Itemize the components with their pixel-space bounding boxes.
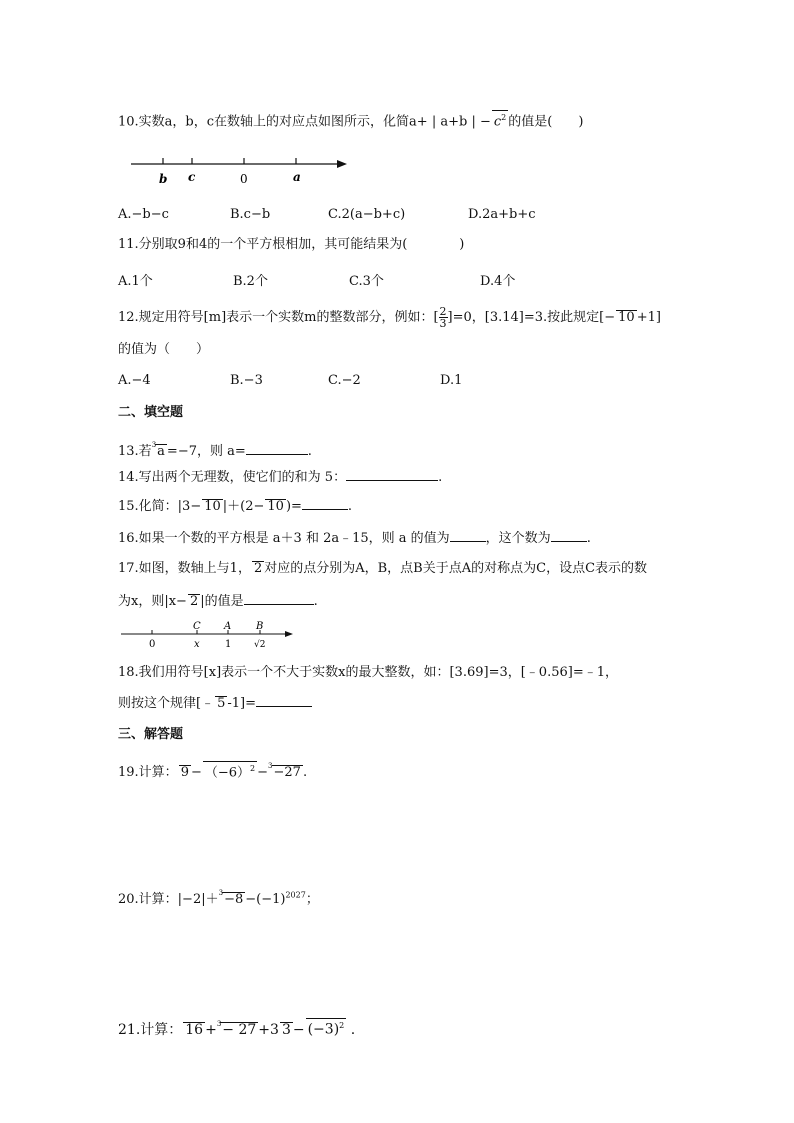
- q15-sqrt-1: [202, 499, 223, 514]
- q18-sqrt: [215, 696, 227, 711]
- q10-axis-label-c: c: [188, 170, 196, 184]
- q10-option-c[interactable]: C.2(a−b+c): [328, 207, 406, 222]
- q12-text-a: 12.规定用符号[m]表示一个实数m的整数部分，例如：[: [118, 310, 439, 325]
- q21-sqrt-3: [280, 1022, 293, 1037]
- q10-text-c: 的值是( ): [508, 114, 584, 130]
- q21-exponent: 2: [339, 1021, 345, 1031]
- q19-radicand-3: −27: [273, 765, 301, 780]
- q10-text-b: −: [475, 114, 491, 130]
- q21-radicand-3: 3: [281, 1022, 291, 1038]
- q20-root-index: 3: [218, 889, 224, 897]
- q10-option-b[interactable]: B.c−b: [230, 207, 271, 222]
- q20-exponent: 2027: [285, 890, 306, 900]
- q16-answer-blank-1[interactable]: [450, 529, 486, 542]
- q13-answer-blank[interactable]: [246, 442, 308, 455]
- q13-root-index: 3: [151, 441, 157, 449]
- q16-text-a: 16.如果一个数的平方根是 a＋3 和 2a﹣15，则 a 的值为: [118, 531, 450, 546]
- q18-line2-b: -1]=: [227, 696, 256, 711]
- q17-axis-label-root2: √2: [254, 640, 266, 650]
- q17-radicand: 2: [253, 561, 263, 576]
- q14-text-b: .: [438, 470, 443, 485]
- q20-text-b: −(−1): [245, 892, 286, 907]
- q15-text-a: 15.化简：|3−: [118, 499, 202, 514]
- q17-line2-c: .: [313, 594, 318, 609]
- q12-option-c[interactable]: C.−2: [328, 373, 361, 388]
- q19-radicand-1: 9: [180, 765, 189, 780]
- q21-radicand-2: − 27: [222, 1022, 257, 1038]
- q19-cbrt: [272, 765, 303, 780]
- question-16: [118, 529, 591, 548]
- question-20: [118, 884, 319, 909]
- question-19: [118, 757, 307, 782]
- question-21: [118, 1014, 355, 1040]
- question-18-line2: [118, 694, 312, 713]
- q12-text-b: ]=0，[3.14]=3.按此规定[−: [447, 310, 616, 325]
- q10-axis-label-b: b: [159, 172, 168, 186]
- q13-text-b: =−7，则 a=: [166, 444, 246, 459]
- q10-option-a[interactable]: A.−b−c: [118, 207, 169, 222]
- q21-cbrt: [220, 1022, 258, 1037]
- q10-text-a: 10.实数a，b，c在数轴上的对应点如图所示，化简a+: [118, 114, 432, 130]
- q18-line2-a: 则按这个规律[﹣: [118, 696, 215, 711]
- q17-sqrt: [252, 561, 264, 576]
- q15-sqrt-2: [265, 499, 286, 514]
- q20-radicand: −8: [224, 892, 244, 907]
- question-17-line1: [118, 560, 647, 578]
- q17-axis-label-x: x: [194, 639, 200, 650]
- q15-radicand-2: 10: [267, 499, 284, 514]
- q12-text-c: +1]: [636, 310, 661, 325]
- q17-axis-label-zero: 0: [149, 639, 156, 650]
- q10-option-d[interactable]: D.2a+b+c: [468, 207, 536, 222]
- q19-sqrt-2: [203, 761, 257, 780]
- q10-abs-bar-2: |: [471, 114, 476, 130]
- q19-exponent: 2: [250, 763, 256, 773]
- q18-answer-blank[interactable]: [256, 694, 312, 707]
- q17-line2-a: 为x，则|x−: [118, 594, 187, 609]
- q15-answer-blank[interactable]: [302, 497, 348, 510]
- q12-fraction: [439, 306, 448, 329]
- q12-radicand: 10: [618, 310, 635, 325]
- q19-sqrt-1: [179, 765, 191, 780]
- q21-plus-2: +3: [258, 1022, 279, 1038]
- q15-text-b: |＋(2−: [222, 499, 265, 514]
- q10-abs-bar: |: [431, 114, 437, 130]
- q21-end: .: [350, 1022, 356, 1038]
- q21-sqrt-1: [183, 1022, 205, 1037]
- question-10-stem: [118, 110, 583, 131]
- q12-frac-den: 3: [439, 317, 447, 330]
- q10-axis-label-zero: 0: [240, 172, 248, 186]
- q17-text-b: 对应的点分别为A，B，点B关于点A的对称点为C，设点C表示的数: [264, 561, 648, 576]
- q20-end: ；: [305, 892, 319, 907]
- q10-axis-label-a: a: [293, 170, 301, 184]
- q19-radicand-2: （−6）: [204, 765, 251, 780]
- q11-option-c[interactable]: C.3个: [349, 274, 384, 289]
- q14-text-a: 14.写出两个无理数，使它们的和为 5：: [118, 470, 347, 485]
- question-14: [118, 468, 442, 487]
- q20-cbrt: [222, 892, 245, 907]
- q13-cbrt: [155, 444, 167, 459]
- q15-radicand-1: 10: [204, 499, 221, 514]
- q21-root-index: 3: [216, 1020, 222, 1028]
- q12-sqrt: [616, 310, 637, 325]
- q17-axis-label-b: B: [256, 621, 264, 632]
- q13-radicand: a: [157, 444, 165, 459]
- q19-text-a: 19.计算：: [118, 765, 178, 780]
- question-13: [118, 436, 312, 461]
- q17-number-line: [115, 618, 305, 652]
- q10-sqrt: $c^2$: [492, 110, 508, 129]
- q17-answer-blank[interactable]: [244, 592, 314, 605]
- question-11-stem: 11.分别取9和4的一个平方根相加，其可能结果为( ): [118, 237, 465, 252]
- q20-text-a: 20.计算：|−2|＋: [118, 892, 219, 907]
- q14-answer-blank[interactable]: [346, 468, 438, 481]
- q15-text-c: )=: [285, 499, 302, 514]
- q21-text-a: 21.计算：: [118, 1022, 183, 1038]
- section-heading-solve: 三、解答题: [118, 727, 184, 742]
- q17-axis-label-a: A: [224, 621, 232, 632]
- question-17-line2: [118, 592, 318, 611]
- section-heading-fill-in: 二、填空题: [118, 405, 184, 420]
- q19-end: .: [302, 765, 308, 780]
- q10-number-line: [125, 152, 355, 188]
- question-12-stem: [118, 305, 661, 331]
- q16-text-c: .: [586, 531, 591, 546]
- q11-option-d[interactable]: D.4个: [480, 274, 516, 289]
- q10-abs-expr: a+b: [440, 114, 468, 130]
- q21-plus-1: +: [205, 1022, 217, 1038]
- q21-minus: −: [292, 1022, 305, 1038]
- q17-line2-b: |的值是: [200, 594, 244, 609]
- q21-sqrt-4: [306, 1018, 347, 1037]
- q16-text-b: ，这个数为: [485, 531, 551, 546]
- q12-option-b[interactable]: B.−3: [230, 373, 263, 388]
- q19-root-index: 3: [268, 762, 273, 770]
- q19-minus-1: −: [190, 765, 202, 780]
- q10-radicand: c: [493, 114, 502, 130]
- question-18-line1: 18.我们用符号[x]表示一个不大于实数x的最大整数，如：[3.69]=3，[﹣0.56]=﹣1，: [118, 665, 618, 680]
- q21-radicand-4: (−3): [307, 1022, 340, 1038]
- q17-axis-label-c: C: [193, 621, 201, 632]
- q12-option-a[interactable]: A.−4: [118, 373, 151, 388]
- q17-line2-radicand: 2: [189, 594, 199, 609]
- q13-text-c: .: [307, 444, 312, 459]
- q21-radicand-1: 16: [185, 1022, 204, 1038]
- q17-line2-sqrt: [188, 594, 200, 609]
- q12-frac-num: 2: [439, 305, 447, 318]
- q13-text-a: 13.若: [118, 444, 152, 459]
- q12-option-d[interactable]: D.1: [440, 373, 463, 388]
- q19-minus-2: −: [257, 765, 269, 780]
- q11-option-b[interactable]: B.2个: [233, 274, 268, 289]
- question-15: [118, 497, 352, 516]
- q17-axis-label-one: 1: [225, 639, 232, 650]
- q16-answer-blank-2[interactable]: [551, 529, 587, 542]
- q18-radicand: 5: [217, 696, 226, 711]
- q17-text-a: 17.如图，数轴上与1，: [118, 561, 251, 576]
- q11-option-a[interactable]: A.1个: [118, 274, 153, 289]
- q12-line2: 的值为（ ）: [118, 342, 210, 357]
- q15-text-d: .: [347, 499, 353, 514]
